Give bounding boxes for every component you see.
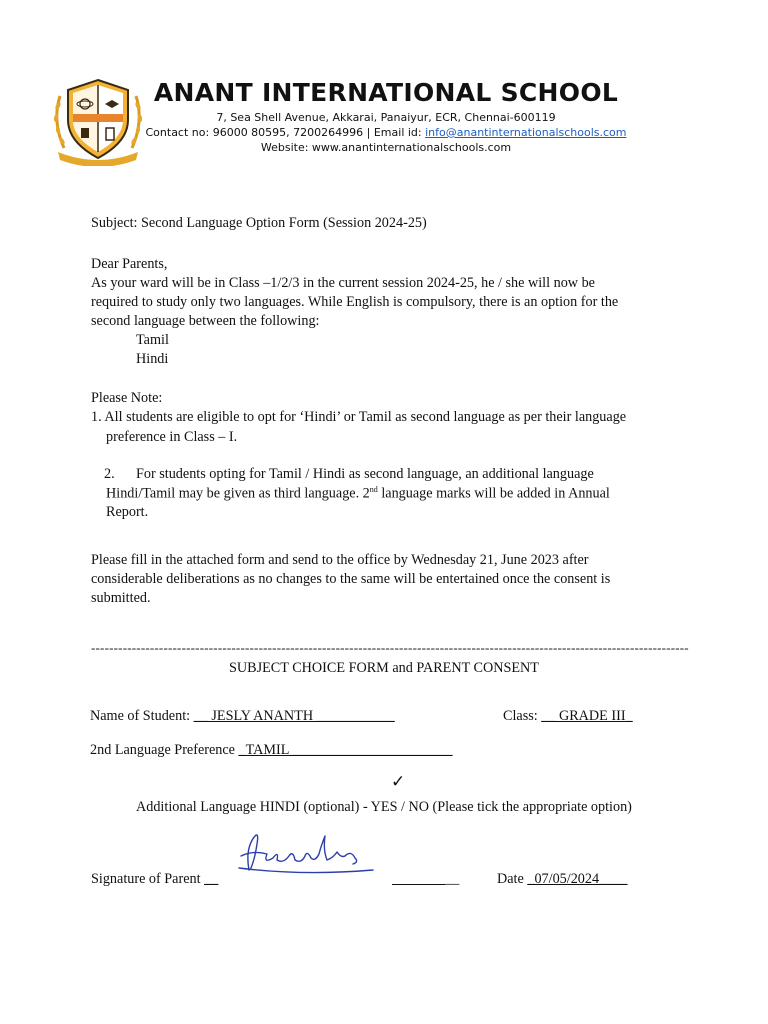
language-preference-value[interactable]: _TAMIL_______________________ (238, 742, 453, 758)
parent-signature (233, 828, 375, 878)
note2-number: 2. (104, 466, 115, 482)
note2-line2 (106, 485, 610, 503)
additional-language-line[interactable]: Additional Language HINDI (optional) - YES / NO (Please tick the appropriate option) (136, 799, 632, 815)
signature-field (91, 871, 218, 888)
para1-line1: As your ward will be in Class –1/2/3 in the current session 2024-25, he / she will now be (91, 275, 595, 291)
student-name-field (90, 708, 395, 725)
date-field (497, 871, 627, 888)
signature-label: Signature of Parent (91, 871, 205, 887)
date-label: Date (497, 871, 528, 887)
form-title: SUBJECT CHOICE FORM and PARENT CONSENT (229, 660, 539, 676)
para1-line2: required to study only two languages. While English is compulsory, there is an option for the (91, 294, 619, 310)
para2-line2: considerable deliberations as no changes to the same will be entertained once the consent is (91, 571, 611, 587)
language-preference-label: 2nd Language Preference (90, 742, 239, 758)
school-address: 7, Sea Shell Avenue, Akkarai, Panaiyur, ECR, Chennai-600119 (216, 111, 556, 124)
class-field (503, 708, 633, 725)
option-hindi: Hindi (136, 351, 169, 367)
note2-line1: For students opting for Tamil / Hindi as second language, an additional language (136, 466, 594, 482)
language-preference-field (90, 742, 453, 759)
student-name-value[interactable]: __ JESLY ANANTH ___________ (193, 708, 395, 724)
contact-text: Contact no: 96000 80595, 7200264996 | Email id: (145, 126, 426, 139)
note-title: Please Note: (91, 390, 163, 406)
option-tamil: Tamil (136, 332, 169, 348)
salutation: Dear Parents, (91, 256, 168, 272)
class-label: Class: (503, 708, 542, 724)
note2-line2-text: Hindi/Tamil may be given as third language. 2 (106, 485, 370, 502)
note2-line3: Report. (106, 504, 149, 520)
para1-line3: second language between the following: (91, 313, 320, 329)
note2-line2-rest: language marks will be added in Annual (377, 485, 610, 502)
note1-line2: preference in Class – I. (106, 429, 238, 445)
para2-line3: submitted. (91, 590, 151, 606)
signature-blank[interactable]: __ (204, 871, 219, 887)
para2-line1: Please fill in the attached form and send to the office by Wednesday 21, June 2023 after (91, 552, 589, 568)
subject-line: Subject: Second Language Option Form (Session 2024-25) (91, 215, 427, 231)
school-name: ANANT INTERNATIONAL SCHOOL (153, 78, 619, 107)
class-value[interactable]: __ GRADE III_ (541, 708, 633, 724)
ordinal-suffix: nd (369, 485, 378, 494)
note1-line1: 1. All students are eligible to opt for ‘Hindi’ or Tamil as second language as per their language (91, 409, 627, 425)
school-website: Website: www.anantinternationalschools.com (260, 141, 512, 154)
cut-line: ------------------------------------------------------------------------------------------------------------------------------------ (91, 640, 689, 655)
signature-underline (392, 884, 445, 885)
check-mark-icon: ✓ (391, 772, 406, 792)
email-link[interactable]: info@anantinternationalschools.com (425, 126, 627, 139)
date-value[interactable]: _07/05/2024____ (527, 871, 628, 887)
signature-trailing-blank: __ (445, 871, 460, 887)
student-name-label: Name of Student: (90, 708, 194, 724)
school-contact (0, 126, 768, 139)
